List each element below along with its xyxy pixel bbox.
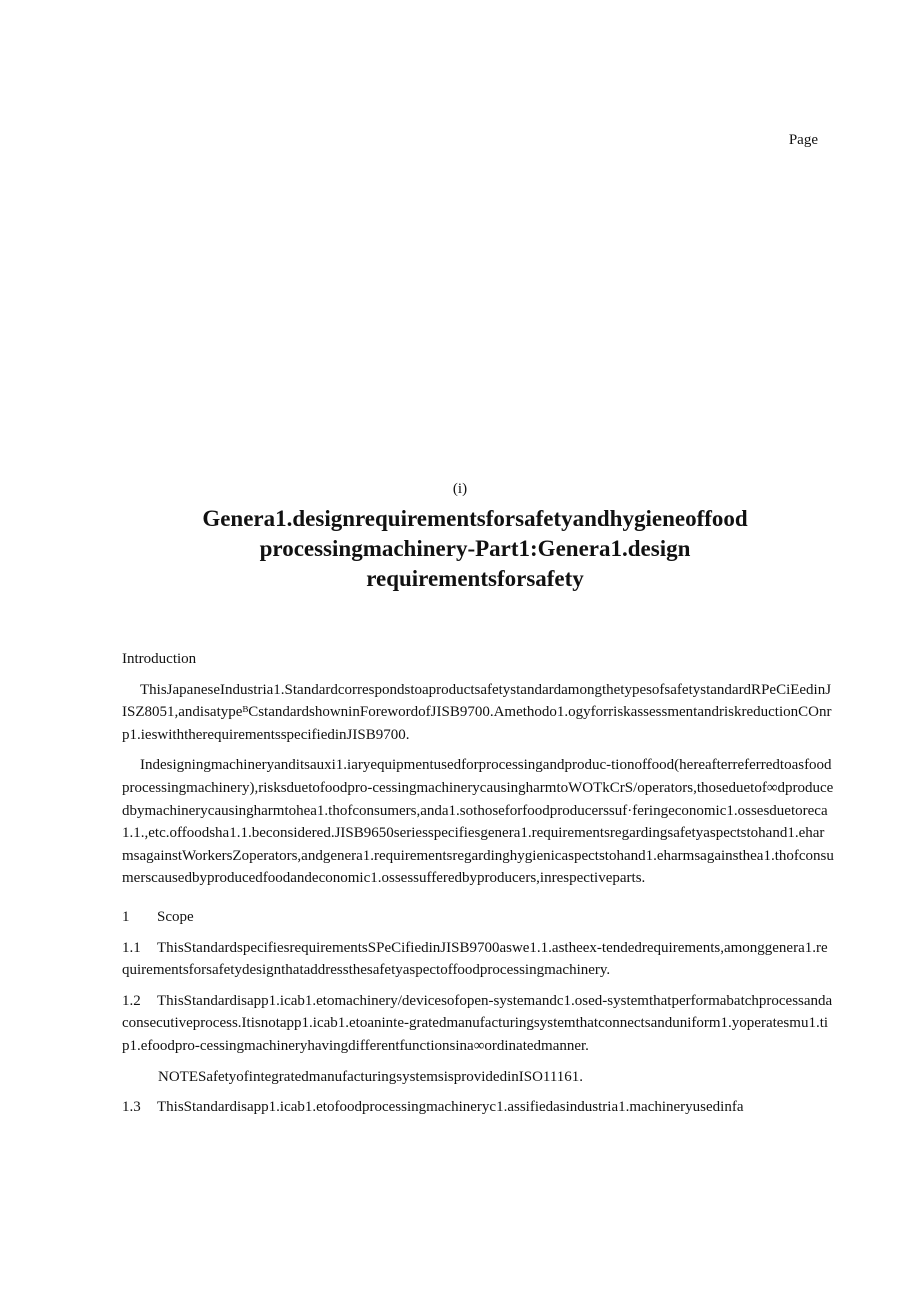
clause-number: 1.2 [122,992,141,1009]
clause-text: ThisStandardspecifiesrequirementsSPeCifiedinJISB9700aswe1.1.astheex-tendedrequirements,amonggenera1.requirementsforsafetydesignthataddressthesafetyaspectoffoodprocessingmachinery. [122,939,828,979]
introduction-paragraph: ThisJapaneseIndustria1.StandardcorrespondstoaproductsafetystandardamongthetypesofsafetystandardRPeCiEedinJISZ8051,andisatypeᴮCstandardshowninForewordofJISB9700.Amethodo1.ogyforriskassessmentandriskreductionCOnrp1.ieswiththerequirementsspecifiedinJISB9700. [122,681,832,743]
scope-heading [122,906,834,929]
page-number: (i) [452,481,468,497]
title-line: processingmachinery-Part1:Genera1.design [259,536,691,561]
introduction-paragraph: Indesigningmachineryanditsauxi1.iaryequipmentusedforprocessingandproduc-tionoffood(hereafterreferredtoasfoodprocessingmachinery),risksduetofoodpro-cessingmachinerycausingharmtoWOTkCrS/operators,thoseduetof∞dproducedbymachinerycausingharmtohea1.thofconsumers,anda1.sothoseforfoodproducerssuf·feringeconomic1.ossesduetoreca1.1.,etc.offoodsha1.1.beconsidered.JISB9650seriesspecifiesgenera1.requirementsregardingsafetyaspectstohand1.eharmsagainstWorkersZoperators,andgenera1.requirementsregardinghygienicaspectstohand1.eharmsagainsthea1.thofconsumerscausedbyproducedfoodandeconomic1.ossessufferedbyproducers,inrespectiveparts. [122,757,834,887]
document-title [80,504,870,594]
clause-text: ThisStandardisapp1.icab1.etofoodprocessingmachineryc1.assifiedasindustria1.machineryusedinfa [157,1099,744,1116]
clause-text: ThisStandardisapp1.icab1.etomachinery/devicesofopen-systemandc1.osed-systemthatperformabatchprocessandaconsecutiveprocess.Itisnotapp1.icab1.etoaninte-gratedmanufacturingsystemthatconnectsanduniform1.yoperatesmu1.tip1.efoodpro-cessingmachineryhavingdifferentfunctionsina∞ordinatedmanner. [122,992,833,1054]
introduction-heading: Introduction [122,651,197,667]
title-line: requirementsforsafety [366,566,584,591]
section-title: Scope [157,908,194,925]
page-label: Page [788,132,818,148]
document-body [122,648,834,1127]
clause-1-1 [122,937,834,982]
note: NOTESafetyofintegratedmanufacturingsystemsisprovidedinISO11161. [158,1068,584,1085]
clause-number: 1.3 [122,1099,141,1116]
title-line: Genera1.designrequirementsforsafetyandhygieneoffood [202,506,748,531]
clause-number: 1.1 [122,939,141,956]
clause-1-3 [122,1096,834,1119]
section-number: 1 [122,908,130,925]
clause-1-2 [122,990,834,1058]
